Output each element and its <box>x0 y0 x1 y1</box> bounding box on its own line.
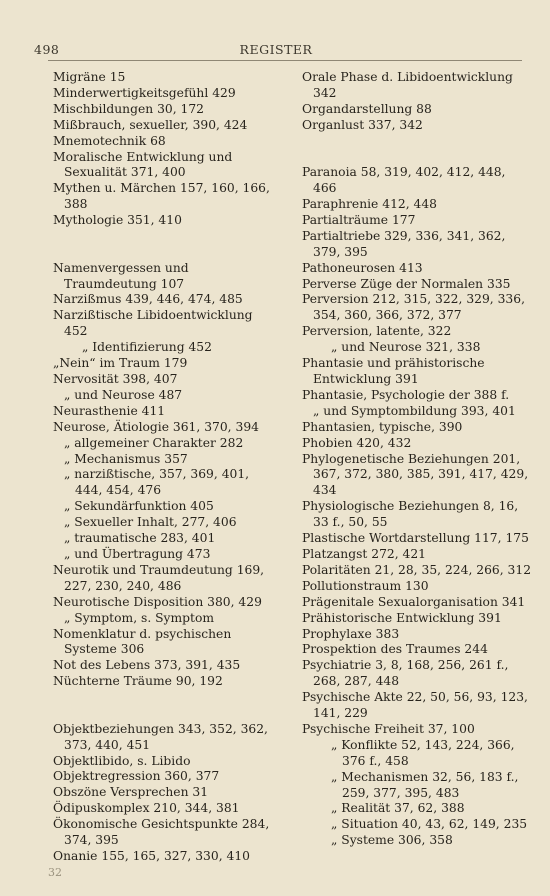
index-entry: Nüchterne Träume 90, 192 <box>53 674 223 689</box>
index-subentry: „ Mechanismen 32, 56, 183 f., 259, 377, 395, 483 <box>331 769 519 800</box>
index-entry: Orale Phase d. Libidoentwicklung 342 <box>302 70 513 100</box>
index-entry: Prophylaxe 383 <box>302 626 400 641</box>
index-entry: Moralische Entwicklung und Sexualität 371, 400 <box>53 149 233 180</box>
index-entry: Mnemotechnik 68 <box>53 133 166 148</box>
index-entry: Perverse Züge der Normalen 335 <box>302 276 511 291</box>
index-subentry: „ traumatische 283, 401 <box>64 531 216 546</box>
index-entry: Mythologie 351, 410 <box>53 213 182 228</box>
running-title: REGISTER <box>239 42 313 57</box>
header-rule <box>48 60 522 61</box>
index-entry: Neurotische Disposition 380, 429 <box>53 594 262 609</box>
index-subentry: „ Identifizierung 452 <box>82 340 212 355</box>
index-entry: Minderwertigkeitsgefühl 429 <box>53 85 236 100</box>
index-entry: Neurose, Ätiologie 361, 370, 394 <box>53 419 259 434</box>
index-entry: Obszöne Versprechen 31 <box>53 785 209 800</box>
index-entry: Polaritäten 21, 28, 35, 224, 266, 312 <box>302 562 532 577</box>
index-subentry: „ Realität 37, 62, 388 <box>331 801 465 816</box>
index-entry: Psychische Freiheit 37, 100 <box>302 721 475 736</box>
index-entry: Onanie 155, 165, 327, 330, 410 <box>53 848 250 863</box>
signature-mark: 32 <box>48 866 62 879</box>
index-subentry: „ und Neurose 321, 338 <box>331 340 481 355</box>
index-entry: Migräne 15 <box>53 70 126 84</box>
index-subentry: „ Symptom, s. Symptom <box>64 610 215 625</box>
index-entry: Organlust 337, 342 <box>302 117 423 132</box>
index-entry: Mißbrauch, sexueller, 390, 424 <box>53 117 248 132</box>
index-entry: Perversion 212, 315, 322, 329, 336, 354, 360, 366, 372, 377 <box>302 292 525 323</box>
index-entry: „Nein“ im Traum 179 <box>53 356 188 371</box>
index-entry: Prägenitale Sexualorganisation 341 <box>302 594 526 609</box>
index-entry: Prospektion des Traumes 244 <box>302 642 488 657</box>
index-entry: Narzißtische Libidoentwicklung 452 <box>53 308 253 339</box>
index-entry: Pollutionstraum 130 <box>302 578 429 593</box>
index-subentry: „ narzißtische, 357, 369, 401, 444, 454, 476 <box>64 467 250 498</box>
index-entry: Phobien 420, 432 <box>302 435 412 450</box>
index-entry: Organdarstellung 88 <box>302 101 432 116</box>
index-entry: Psychische Akte 22, 50, 56, 93, 123, 141, 229 <box>302 690 528 721</box>
index-entry: Physiologische Beziehungen 8, 16, 33 f., 50, 55 <box>302 499 519 530</box>
index-entry: Mischbildungen 30, 172 <box>53 101 205 116</box>
index-subentry: „ und Neurose 487 <box>64 387 183 402</box>
index-subentry: „ und Übertragung 473 <box>64 546 211 561</box>
index-subentry: „ Situation 40, 43, 62, 149, 235 <box>331 817 528 832</box>
letter-group-gap <box>302 146 532 153</box>
index-entry: Neurasthenie 411 <box>53 403 166 418</box>
index-entry: Ödipuskomplex 210, 344, 381 <box>53 801 240 816</box>
index-entry: Plastische Wortdarstellung 117, 175 <box>302 531 529 546</box>
index-entry: Mythen u. Märchen 157, 160, 166, 388 <box>53 181 270 212</box>
index-entry: Objektregression 360, 377 <box>53 769 220 784</box>
index-entry: Not des Lebens 373, 391, 435 <box>53 658 241 673</box>
index-entry: Paraphrenie 412, 448 <box>302 197 438 212</box>
index-entry: Objektbeziehungen 343, 352, 362, 373, 440, 451 <box>53 721 268 752</box>
index-entry: Phylogenetische Beziehungen 201, 367, 372, 380, 385, 391, 417, 429, 434 <box>302 451 529 498</box>
index-column-right <box>302 70 532 849</box>
index-column-left <box>53 70 279 865</box>
index-entry: Phantasien, typische, 390 <box>302 419 463 434</box>
index-entry: Ökonomische Gesichtspunkte 284, 374, 395 <box>53 817 270 848</box>
index-entry: Partialtriebe 329, 336, 341, 362, 379, 395 <box>302 228 506 259</box>
index-entry: Partialträume 177 <box>302 212 416 227</box>
index-entry: Phantasie, Psychologie der 388 f. <box>302 387 510 402</box>
index-entry: Perversion, latente, 322 <box>302 324 452 339</box>
index-subentry: „ Mechanismus 357 <box>64 451 188 466</box>
index-entry: Prähistorische Entwicklung 391 <box>302 610 502 625</box>
index-entry: Namenvergessen und Traumdeutung 107 <box>53 260 189 291</box>
index-subentry: „ Konflikte 52, 143, 224, 366, 376 f., 458 <box>331 737 515 768</box>
index-subentry: „ allgemeiner Charakter 282 <box>64 435 244 450</box>
index-entry: Pathoneurosen 413 <box>302 260 423 275</box>
index-entry: Paranoia 58, 319, 402, 412, 448, 466 <box>302 165 506 196</box>
page-number: 498 <box>34 42 60 57</box>
letter-group-gap <box>53 702 279 709</box>
index-entry: Phantasie und prähistorische Entwicklung 391 <box>302 356 485 386</box>
index-entry: Neurotik und Traumdeutung 169, 227, 230, 240, 486 <box>53 562 265 593</box>
index-entry: Nervosität 398, 407 <box>53 372 178 386</box>
index-entry: Objektlibido, s. Libido <box>53 753 191 768</box>
letter-group-gap <box>53 241 279 248</box>
index-entry: Platzangst 272, 421 <box>302 546 427 561</box>
index-subentry: „ Systeme 306, 358 <box>331 833 453 848</box>
index-entry: Nomenklatur d. psychischen Systeme 306 <box>53 626 232 657</box>
index-subentry: „ und Symptombildung 393, 401 <box>313 403 516 418</box>
index-subentry: „ Sexueller Inhalt, 277, 406 <box>64 515 237 530</box>
index-subentry: „ Sekundärfunktion 405 <box>64 499 214 514</box>
index-entry: Psychiatrie 3, 8, 168, 256, 261 f., 268, 287, 448 <box>302 658 509 689</box>
index-entry: Narzißmus 439, 446, 474, 485 <box>53 292 243 307</box>
